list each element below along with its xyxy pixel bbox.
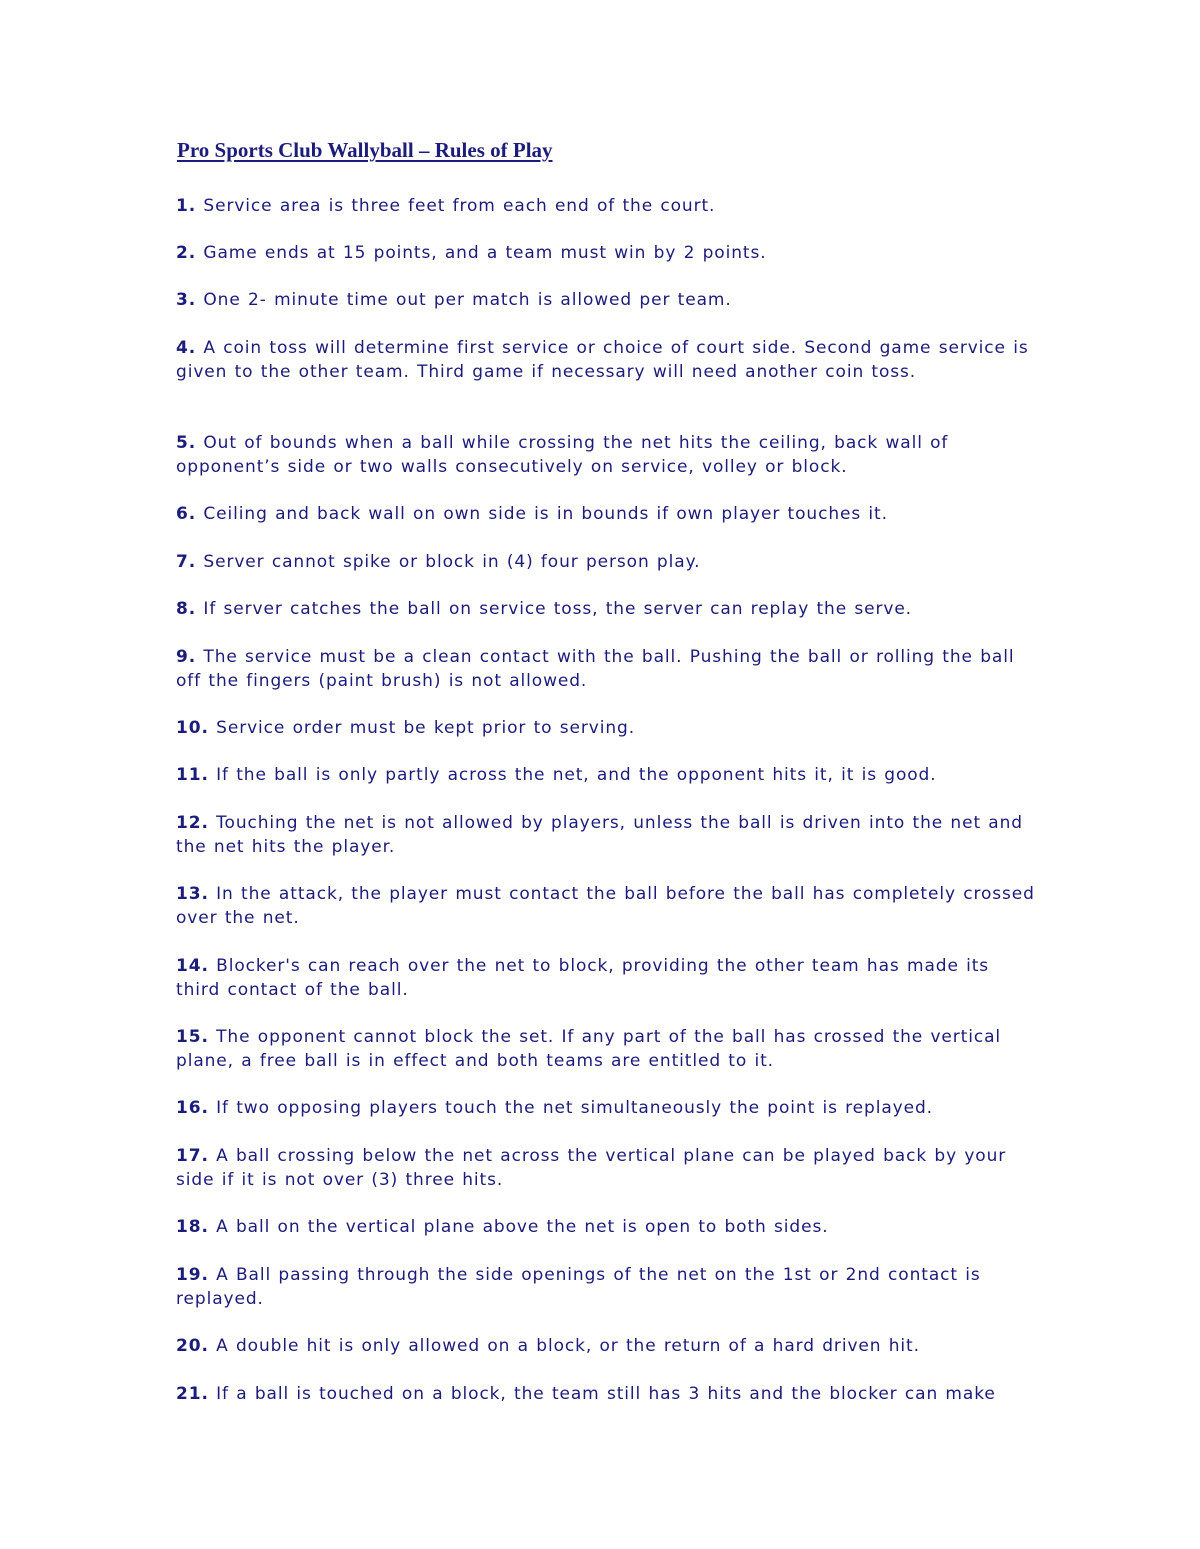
rule-number: 5. xyxy=(176,433,197,453)
rule-number: 12. xyxy=(176,813,209,833)
rule-number: 20. xyxy=(176,1336,209,1356)
rule-number: 14. xyxy=(176,956,209,976)
rule-text: A ball on the vertical plane above the net is open to both sides. xyxy=(216,1217,829,1237)
rule-number: 16. xyxy=(176,1098,209,1118)
rule-text: Game ends at 15 points, and a team must win by 2 points. xyxy=(203,243,767,263)
rule-number: 6. xyxy=(176,504,197,524)
rule-text: Touching the net is not allowed by players, unless the ball is driven into the net and the net hits the player. xyxy=(176,813,1023,857)
rule-item xyxy=(176,1215,1036,1239)
rule-item xyxy=(176,1382,1036,1406)
rule-number: 10. xyxy=(176,718,209,738)
rule-number: 7. xyxy=(176,552,197,572)
rule-text: One 2- minute time out per match is allowed per team. xyxy=(203,290,732,310)
document-title: Pro Sports Club Wallyball – Rules of Play xyxy=(177,138,553,162)
rule-item xyxy=(176,336,1036,384)
rule-item xyxy=(176,1334,1036,1358)
rule-item xyxy=(176,716,1036,740)
rule-number: 8. xyxy=(176,599,197,619)
rule-text: Blocker's can reach over the net to block, providing the other team has made its third contact of the ball. xyxy=(176,956,990,1000)
rule-text: A coin toss will determine first service or choice of court side. Second game service is given to the other team. Third game if necessary will need another coin toss. xyxy=(176,338,1029,382)
rule-text: A ball crossing below the net across the vertical plane can be played back by your side if it is not over (3) three hits. xyxy=(176,1146,1007,1190)
rule-text: If server catches the ball on service toss, the server can replay the serve. xyxy=(203,599,912,619)
rule-text: If two opposing players touch the net simultaneously the point is replayed. xyxy=(216,1098,933,1118)
rule-text: Ceiling and back wall on own side is in bounds if own player touches it. xyxy=(203,504,888,524)
rule-item xyxy=(176,882,1036,930)
rule-item xyxy=(176,241,1036,265)
rule-item xyxy=(176,550,1036,574)
rule-number: 19. xyxy=(176,1265,209,1285)
rule-number: 3. xyxy=(176,290,197,310)
rule-text: Out of bounds when a ball while crossing the net hits the ceiling, back wall of opponent’s side or two walls consecutively on service, volley or block. xyxy=(176,433,949,477)
rule-number: 15. xyxy=(176,1027,209,1047)
rule-number: 9. xyxy=(176,647,197,667)
rule-number: 2. xyxy=(176,243,197,263)
rule-text: In the attack, the player must contact the ball before the ball has completely crossed over the net. xyxy=(176,884,1035,928)
rule-number: 4. xyxy=(176,338,197,358)
rule-number: 11. xyxy=(176,765,209,785)
rule-text: The service must be a clean contact with the ball. Pushing the ball or rolling the ball off the fingers (paint brush) is not allowed. xyxy=(176,647,1015,691)
rule-item xyxy=(176,288,1036,312)
rule-item xyxy=(176,431,1036,479)
rule-item xyxy=(176,763,1036,787)
rule-item xyxy=(176,502,1036,526)
rule-text: If the ball is only partly across the net, and the opponent hits it, it is good. xyxy=(216,765,937,785)
rule-item xyxy=(176,1025,1036,1073)
rule-text: A double hit is only allowed on a block, or the return of a hard driven hit. xyxy=(216,1336,920,1356)
rule-number: 18. xyxy=(176,1217,209,1237)
rule-item xyxy=(176,597,1036,621)
rule-number: 21. xyxy=(176,1384,209,1404)
rule-text: If a ball is touched on a block, the team still has 3 hits and the blocker can make xyxy=(216,1384,996,1404)
rule-text: Service area is three feet from each end of the court. xyxy=(203,196,716,216)
rule-item xyxy=(176,645,1036,693)
rule-item xyxy=(176,1263,1036,1311)
rule-number: 17. xyxy=(176,1146,209,1166)
rule-item xyxy=(176,811,1036,859)
rule-item xyxy=(176,1096,1036,1120)
rule-text: Service order must be kept prior to serving. xyxy=(216,718,636,738)
rule-item xyxy=(176,1144,1036,1192)
rule-text: The opponent cannot block the set. If any part of the ball has crossed the vertical plane, a free ball is in effect and both teams are entitled to it. xyxy=(176,1027,1002,1071)
rule-text: A Ball passing through the side openings of the net on the 1st or 2nd contact is replayed. xyxy=(176,1265,981,1309)
rule-number: 1. xyxy=(176,196,197,216)
rule-item xyxy=(176,194,1036,218)
rule-item xyxy=(176,954,1036,1002)
rule-number: 13. xyxy=(176,884,209,904)
rule-text: Server cannot spike or block in (4) four person play. xyxy=(203,552,701,572)
